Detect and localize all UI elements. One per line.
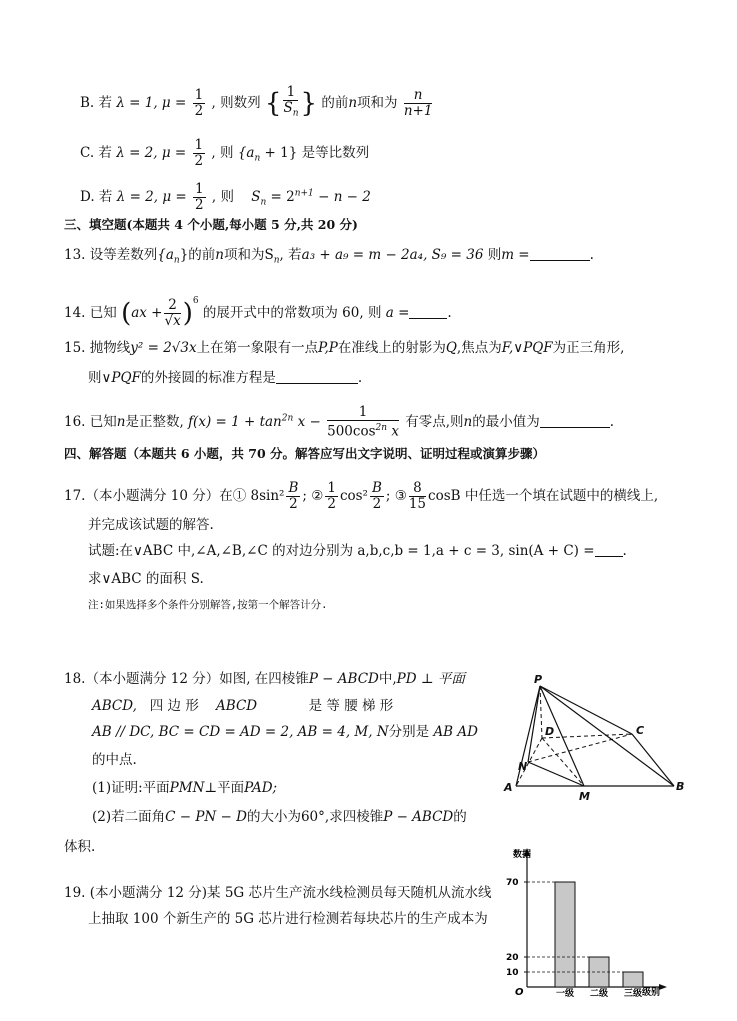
fraction: $\frac{8}{15}$	[408, 480, 427, 512]
question-14: 14. 已知 (ax + $\frac{2}{√x}$ )$^6$ 的展开式中的常数项为 60, 则 a = .	[64, 296, 452, 329]
edge-pn	[528, 686, 540, 762]
fraction: $\frac{2}{√x}$	[164, 297, 181, 329]
question-18-line-4: 的中点.	[92, 752, 137, 768]
y-axis-label: 数据	[513, 850, 532, 860]
answer-blank	[530, 260, 590, 261]
bar-3	[623, 972, 643, 987]
question-18-part-1: (1)证明:平面PMN⊥平面PAD;	[92, 780, 278, 796]
y-tick-label: 10	[506, 968, 519, 978]
fraction: $\frac{1}{500\cos^{2n} x}$	[327, 404, 399, 440]
question-15: 15. 抛物线y² = 2√3x上在第一象限有一点P,P在准线上的射影为Q,焦点为F,∨PQF为正三角形,	[64, 340, 625, 356]
option-b-condition: λ = 1, μ =	[116, 94, 187, 111]
vertex-c: C	[636, 724, 645, 737]
pyramid-figure	[488, 672, 688, 802]
x-tick-label: 一级	[555, 989, 575, 997]
fraction: $\frac{B}{2}$	[288, 480, 299, 512]
vertex-d: D	[545, 725, 555, 738]
question-17-line-2: 并完成该试题的解答.	[88, 517, 214, 533]
edge-pd	[540, 686, 542, 738]
question-16: 16. 已知n是正整数, $f(x) = 1 + \tan^{2n} x$ − $\frac{1}{500\cos^{2n} x}$ 有零点,则n的最小值为 .	[64, 404, 615, 440]
question-17-line-4: 求∨ABC 的面积 S.	[88, 571, 204, 587]
vertex-b: B	[676, 780, 685, 793]
question-13: 13. 设等差数列$\{a_n\}$的前n项和为$S_n$, 若a₃ + a₉ = m − 2a₄, S₉ = 36 则m = .	[64, 247, 594, 266]
fraction: $\frac{1}{2}$	[194, 86, 204, 119]
question-17-note: 注:如果选择多个条件分别解答,按第一个解答计分.	[88, 599, 328, 611]
x-axis-label: 级别	[642, 988, 661, 997]
answer-blank	[409, 318, 447, 319]
question-18-part-2: (2)若二面角C − PN − D的大小为60°,求四棱锥P − ABCD的	[92, 809, 467, 825]
x-tick-label: 三级	[623, 989, 643, 997]
question-19: 19. (本小题满分 12 分)某 5G 芯片生产流水线检测员每天随机从流水线	[64, 885, 492, 901]
section-heading-3: 三、填空题(本题共 4 个小题,每小题 5 分,共 20 分)	[64, 217, 358, 232]
option-c: C. 若 λ = 2, μ = $\frac{1}{2}$ , 则 $\{a_n + 1\}$ 是等比数列	[80, 137, 370, 169]
edge-dm	[542, 738, 584, 786]
edge-pb	[540, 686, 674, 786]
x-tick-label: 二级	[589, 989, 609, 997]
question-18-line-2: ABCD, 四 边 形 ABCD 是 等 腰 梯 形	[92, 698, 394, 714]
question-18-line-7: 体积.	[64, 839, 96, 855]
y-tick-label: 20	[506, 953, 519, 963]
question-17: 17.（本小题满分 10 分）在① 8sin² $\frac{B}{2}$ ; ② $\frac{1}{2}$ cos² $\frac{B}{2}$ ; ③ $\frac{8}{15}$ cosB 中任选一个填在试题中的横线上,	[64, 480, 659, 512]
answer-blank	[595, 556, 623, 557]
vertex-p: P	[534, 673, 543, 686]
question-15-line-2: 则∨PQF的外接圆的标准方程是 .	[88, 370, 363, 386]
fraction: $\frac{1}{2}$	[327, 480, 336, 512]
vertex-n: N	[518, 760, 528, 773]
fraction: $\frac{1}{S_n}$	[283, 84, 299, 119]
question-19-line-2: 上抽取 100 个新生产的 5G 芯片进行检测若每块芯片的生产成本为	[88, 911, 488, 927]
y-tick-label: 70	[506, 878, 519, 888]
vertex-m: M	[579, 790, 590, 802]
fraction: $\frac{B}{2}$	[371, 480, 382, 512]
question-17-line-3: 试题:在∨ABC 中,∠A,∠B,∠C 的对边分别为 a,b,c,b = 1,a + c = 3, sin(A + C) = .	[88, 543, 627, 559]
option-b-label: B. 若	[80, 94, 113, 111]
answer-blank	[540, 427, 610, 428]
x-axis-arrow	[659, 984, 667, 990]
vertex-a: A	[504, 781, 513, 794]
bar-1	[555, 882, 575, 987]
fraction: $\frac{1}{2}$	[194, 137, 204, 169]
question-18-line-3: AB // DC, BC = CD = AD = 2, AB = 4, M, N分别是 AB AD	[92, 724, 478, 740]
option-d: D. 若 λ = 2, μ = $\frac{1}{2}$ , 则 $S_n = 2^{n+1} - n - 2$	[80, 181, 371, 213]
question-18: 18.（本小题满分 12 分）如图, 在四棱锥P − ABCD中,PD ⊥ 平面	[64, 671, 465, 687]
answer-blank	[276, 383, 358, 384]
origin-label: O	[515, 987, 524, 997]
section-heading-4: 四、解答题（本题共 6 小题，共 70 分。解答应写出文字说明、证明过程或演算步骤）	[64, 446, 546, 461]
fraction: $\frac{1}{2}$	[195, 181, 204, 213]
fraction: $\frac{n}{n+1}$	[403, 86, 433, 119]
bar-chart	[495, 842, 695, 997]
option-b: B. 若 λ = 1, μ = $\frac{1}{2}$ , 则数列 { $\frac{1}{S_n}$ } 的前n项和为 $\frac{n}{n+1}$	[80, 85, 434, 122]
